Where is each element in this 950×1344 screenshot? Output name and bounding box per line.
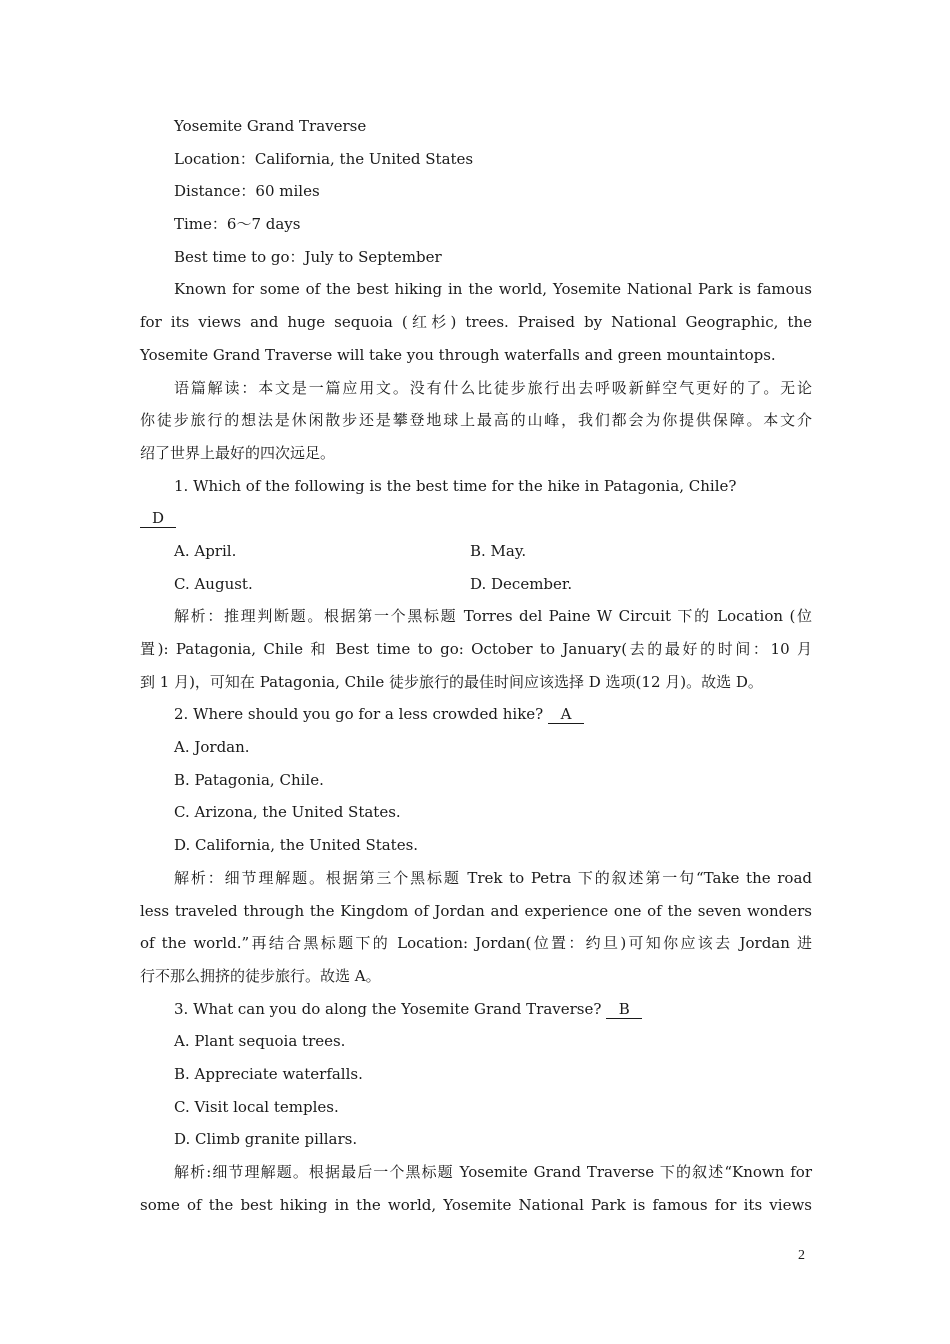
question-3 [140, 993, 812, 1026]
reading-note: 绍了世界上最好的四次远足。 [140, 443, 336, 462]
option-a: A. April. [174, 541, 237, 560]
answer-blank: A [548, 705, 584, 724]
option-a: A. Plant sequoia trees. [174, 1032, 346, 1051]
option-d: D. Climb granite pillars. [174, 1130, 358, 1149]
option-b: B. Patagonia, Chile. [174, 770, 324, 789]
passage-text: Known for some of the best hiking in the world, Yosemite National Park is famous [174, 280, 812, 299]
time-line: Time：6～7 days [174, 215, 301, 234]
option-d: D. December. [470, 574, 573, 593]
option-b: B. May. [470, 541, 527, 560]
explanation: 解析：细节理解题。根据第三个黑标题 Trek to Petra 下的叙述第一句“Take the road [174, 868, 812, 887]
options-row [140, 535, 812, 568]
passage-text: for its views and huge sequoia (红杉) trees. Praised by National Geographic, the [140, 313, 812, 332]
explanation: 解析：推理判断题。根据第一个黑标题 Torres del Paine W Circuit 下的 Location (位 [174, 607, 812, 626]
passage-title: Yosemite Grand Traverse [174, 117, 367, 135]
answer-blank: D [140, 509, 176, 528]
options-row [140, 568, 812, 601]
explanation: 解析:细节理解题。根据最后一个黑标题 Yosemite Grand Traverse 下的叙述“Known for [174, 1163, 812, 1181]
explanation: less traveled through the Kingdom of Jordan and experience one of the seven wonders [140, 901, 812, 920]
best-time-line: Best time to go：July to September [174, 247, 442, 266]
explanation: 到 1 月)，可知在 Patagonia, Chile 徒步旅行的最佳时间应该选择 D 选项(12 月)。故选 D。 [140, 672, 763, 691]
explanation: 行不那么拥挤的徒步旅行。故选 A。 [140, 966, 381, 985]
option-c: C. August. [174, 574, 253, 593]
reading-note: 你徒步旅行的想法是休闲散步还是攀登地球上最高的山峰，我们都会为你提供保障。本文介 [140, 411, 812, 430]
passage-text: Yosemite Grand Traverse will take you through waterfalls and green mountaintops. [140, 345, 776, 364]
option-c: C. Visit local temples. [174, 1097, 339, 1116]
question-text: 2. Where should you go for a less crowded hike? [174, 705, 544, 724]
question-text: 3. What can you do along the Yosemite Grand Traverse? [174, 999, 602, 1018]
option-c: C. Arizona, the United States. [174, 803, 401, 822]
option-b: B. Appreciate waterfalls. [174, 1064, 363, 1083]
answer-blank: B [606, 1000, 642, 1019]
distance-line: Distance：60 miles [174, 182, 320, 201]
location-line: Location：California, the United States [174, 149, 474, 168]
reading-note: 语篇解读：本文是一篇应用文。没有什么比徒步旅行出去呼吸新鲜空气更好的了。无论 [174, 378, 812, 397]
option-d: D. California, the United States. [174, 836, 419, 855]
document-page [140, 110, 812, 1221]
question-1: 1. Which of the following is the best time for the hike in Patagonia, Chile? [174, 476, 737, 495]
page-number: 2 [798, 1248, 805, 1263]
question-2 [140, 698, 812, 731]
answer-line [140, 502, 812, 535]
explanation: some of the best hiking in the world, Yosemite National Park is famous for its views [140, 1195, 812, 1214]
option-a: A. Jordan. [174, 738, 250, 757]
explanation: 置): Patagonia, Chile 和 Best time to go: October to January(去的最好的时间：10 月 [140, 640, 812, 658]
explanation: of the world.”再结合黑标题下的 Location: Jordan(位置：约旦)可知你应该去 Jordan 进 [140, 934, 812, 953]
